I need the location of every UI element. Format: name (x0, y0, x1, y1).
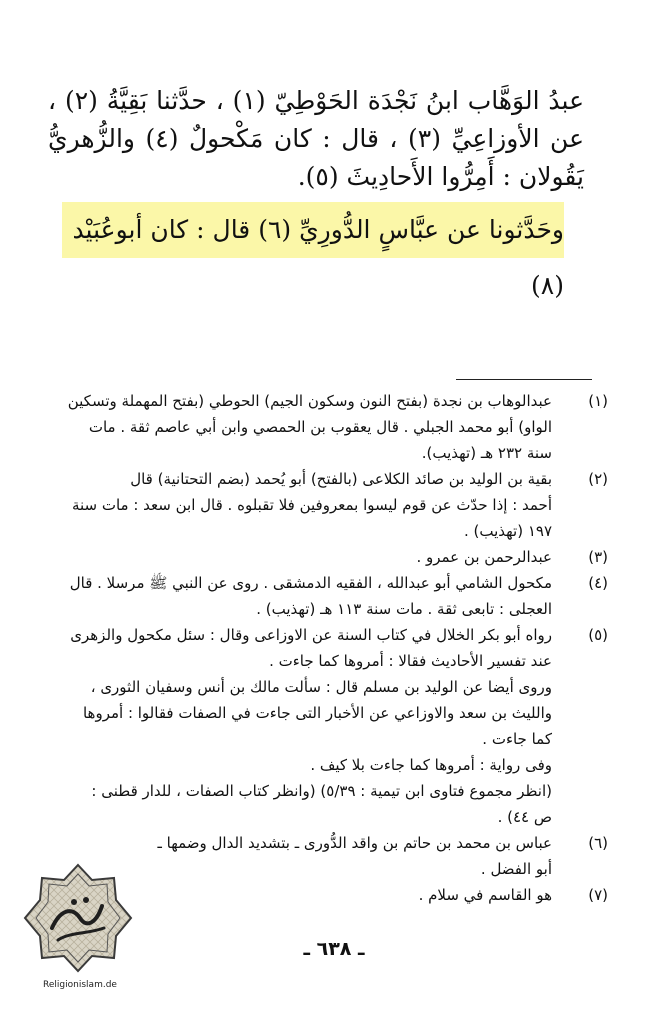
footnote-number: (٥) (588, 626, 608, 644)
footnote-number: (١) (588, 392, 608, 410)
footnote-line: العجلى : تابعى ثقة . مات سنة ١١٣ هـ (تهذيب) . (256, 600, 552, 618)
footnote-line: عبدالرحمن بن عمرو . (416, 548, 552, 566)
footnote-body (62, 466, 552, 544)
footnote-line: بقية بن الوليد بن صائد الكلاعى (بالفتح) أبو يُحمد (بضم التحتانية) قال (130, 470, 552, 488)
footnote-line: هو القاسم في سلام . (418, 886, 552, 904)
footnote-body (62, 830, 552, 882)
watermark-logo-icon (22, 862, 134, 974)
footnote-body (62, 544, 552, 570)
footnote-line: (انظر مجموع فتاوى ابن تيمية : ٥/٣٩) (وانظر كتاب الصفات ، للدار قطنى : (91, 782, 552, 800)
footnote-body (62, 882, 552, 908)
footnote-body (62, 622, 552, 830)
footnote-line: عباس بن محمد بن حاتم بن واقد الدُّورى ـ بتشديد الدال وضمها ـ (157, 834, 552, 852)
footnote-number: (٢) (588, 470, 608, 488)
page-number: ـ ٦٣٨ ـ (303, 938, 365, 960)
footnote-line: الواو) أبو محمد الجبلي . قال يعقوب بن الحمصي وابن أبي عاصم ثقة . مات (88, 418, 552, 436)
footnote-line: وفى رواية : أمروها كما جاءت بلا كيف . (310, 756, 552, 774)
footnote-line: أبو الفضل . (480, 860, 552, 878)
footnote-number: (٣) (588, 548, 608, 566)
footnotes (62, 388, 608, 908)
footnote-body (62, 570, 552, 622)
footnote-number: (٦) (588, 834, 608, 852)
footnote (62, 882, 608, 908)
footnote-line: مكحول الشامي أبو عبدالله ، الفقيه الدمشقى . روى عن النبي ﷺ مرسلا . قال (69, 574, 552, 592)
footnote (62, 466, 608, 544)
footnote-line: سنة ٢٣٢ هـ (تهذيب). (421, 444, 552, 462)
footnote-line: عند تفسير الأحاديث فقالا : أمروها كما جاءت . (269, 652, 552, 670)
highlighted-passage (62, 202, 564, 300)
footnote-line: أحمد : إذا حدّث عن قوم ليسوا بمعروفين فلا تقبلوه . قال ابن سعد : مات سنة (71, 496, 552, 514)
footnote-line: عبدالوهاب بن نجدة (بفتح النون وسكون الجيم) الحوطي (بفتح المهملة وتسكين (67, 392, 552, 410)
footnote-line: والليث بن سعد والاوزاعي عن الأخبار التى جاءت في الصفات فقالوا : أمروها (82, 704, 552, 722)
footnote-number: (٤) (588, 574, 608, 592)
footnote-line: وروى أيضا عن الوليد بن مسلم قال : سألت مالك بن أنس وسفيان الثورى ، (90, 678, 552, 696)
footnote-number: (٧) (588, 886, 608, 904)
footnote (62, 570, 608, 622)
footnote-line: ص ٤٤) . (497, 808, 552, 826)
footnote (62, 830, 608, 882)
main-text: عبدُ الوَهَّاب ابنُ نَجْدَة الحَوْطِيّ (١) ، حدَّثنا بَقِيَّةُ (٢) ، عن الأوزاعِيِّ (٣) ، قال : كان مَكْحولٌ (٤) والزُّهريُّ يَقُولان : أَمِرُّوا الأَحادِيثَ (٥). (48, 86, 584, 191)
footnote (62, 544, 608, 570)
footnote-line: كما جاءت . (482, 730, 552, 748)
footnote-body (62, 388, 552, 466)
footnote (62, 388, 608, 466)
watermark-caption: Religionislam.de (43, 980, 117, 990)
footnote-line: ١٩٧ (تهذيب) . (463, 522, 552, 540)
footnote (62, 622, 608, 830)
footnote-divider (456, 379, 592, 380)
highlighted-text: وحَدَّثونا عن عبَّاسٍ الدُّورِيِّ (٦) قال : كان أبوعُبَيْد (٨) (72, 215, 564, 300)
footnote-line: رواه أبو بكر الخلال في كتاب السنة عن الاوزاعى وقال : سئل مكحول والزهرى (70, 626, 552, 644)
